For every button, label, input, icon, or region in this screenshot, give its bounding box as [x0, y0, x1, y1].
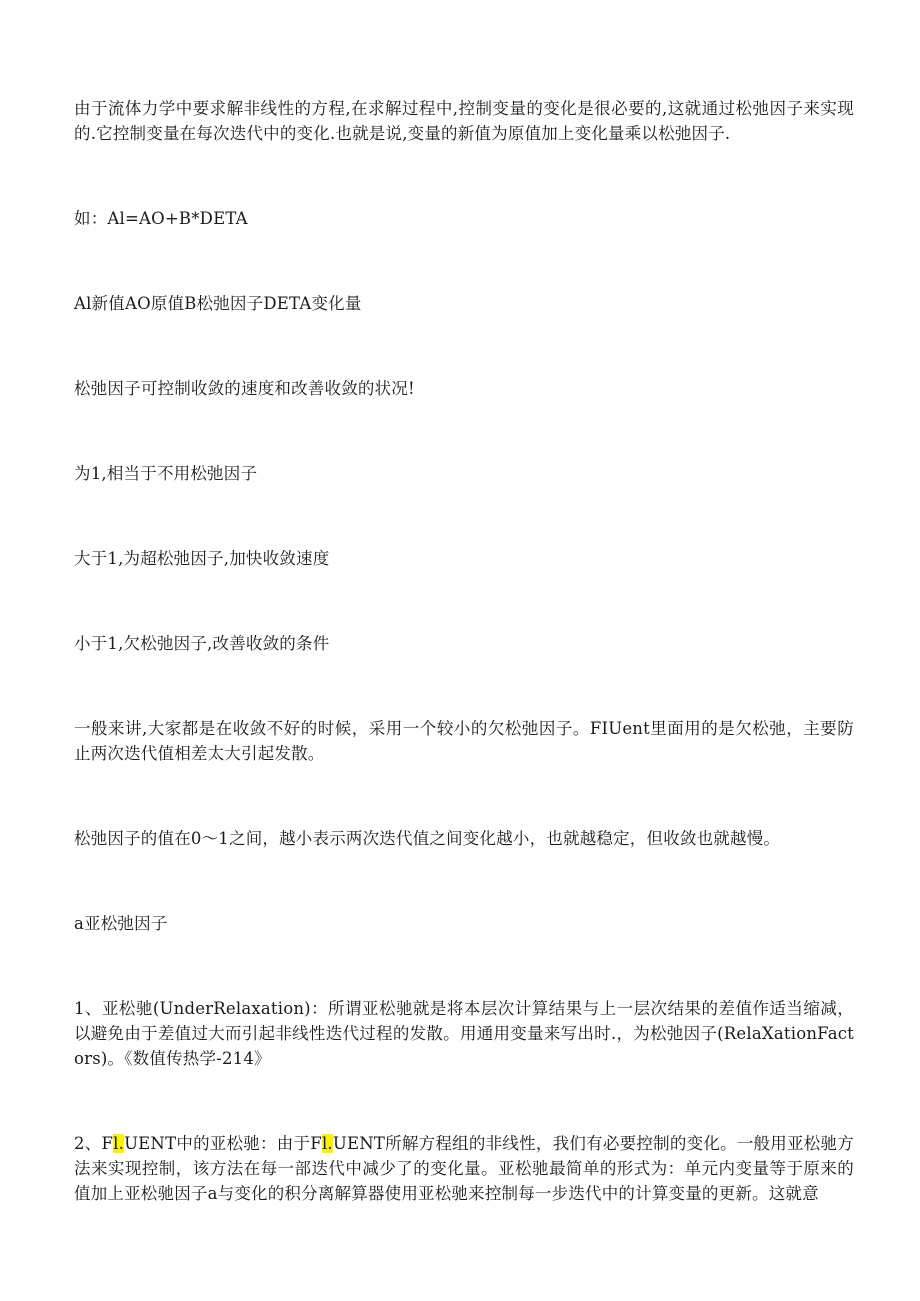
paragraph-definition: 1、亚松驰(UnderRelaxation)：所谓亚松驰就是将本层次计算结果与上一层次结果的差值作适当缩减，以避免由于差值过大而引起非线性迭代过程的发散。用通用变量来写出时.，为松弛因子(RelaXationFactors)。《数值传热学-214》: [74, 999, 854, 1068]
paragraph-formula: 如：Al=AO+B*DETA: [74, 209, 248, 228]
highlighted-text: l.: [113, 1134, 125, 1153]
paragraph-range: 松弛因子的值在0～1之间，越小表示两次迭代值之间变化越小，也就越稳定，但收敛也就越慢。: [74, 829, 781, 848]
paragraph-over-relax: 大于1,为超松弛因子,加快收敛速度: [74, 549, 330, 568]
paragraph-intro: 由于流体力学中要求解非线性的方程,在求解过程中,控制变量的变化是很必要的,这就通过松弛因子来实现的.它控制变量在每次迭代中的变化.也就是说,变量的新值为原值加上变化量乘以松弛因子.: [74, 99, 854, 143]
document-body: [74, 96, 854, 1206]
paragraph-under-relax: 小于1,欠松弛因子,改善收敛的条件: [74, 634, 330, 653]
paragraph-general: 一般来讲,大家都是在收敛不好的时候，采用一个较小的欠松弛因子。FIUent里面用的是欠松弛，主要防止两次迭代值相差太大引起发散。: [74, 719, 854, 763]
paragraph-fluent: [74, 1131, 854, 1206]
paragraph-effect: 松弛因子可控制收敛的速度和改善收敛的状况!: [74, 379, 415, 398]
section-heading: a亚松弛因子: [74, 914, 168, 933]
paragraph-equal-one: 为1,相当于不用松弛因子: [74, 464, 258, 483]
text-run: 2、F: [74, 1134, 114, 1153]
text-run: UENT所解方程组的非线性，我们有必要控制的变化。一般用亚松驰方法来实现控制，该方法在每一部迭代中减少了的变化量。亚松驰最简单的形式为：单元内变量等于原来的值加上亚松驰因子a与变化的积分离解算器使用亚松驰来控制每一步迭代中的计算变量的更新。这就意: [74, 1134, 854, 1203]
text-run: UENT中的亚松驰：由于F: [124, 1134, 322, 1153]
paragraph-legend: Al新值AO原值B松弛因子DETA变化量: [74, 294, 362, 313]
highlighted-text: l.: [321, 1134, 333, 1153]
